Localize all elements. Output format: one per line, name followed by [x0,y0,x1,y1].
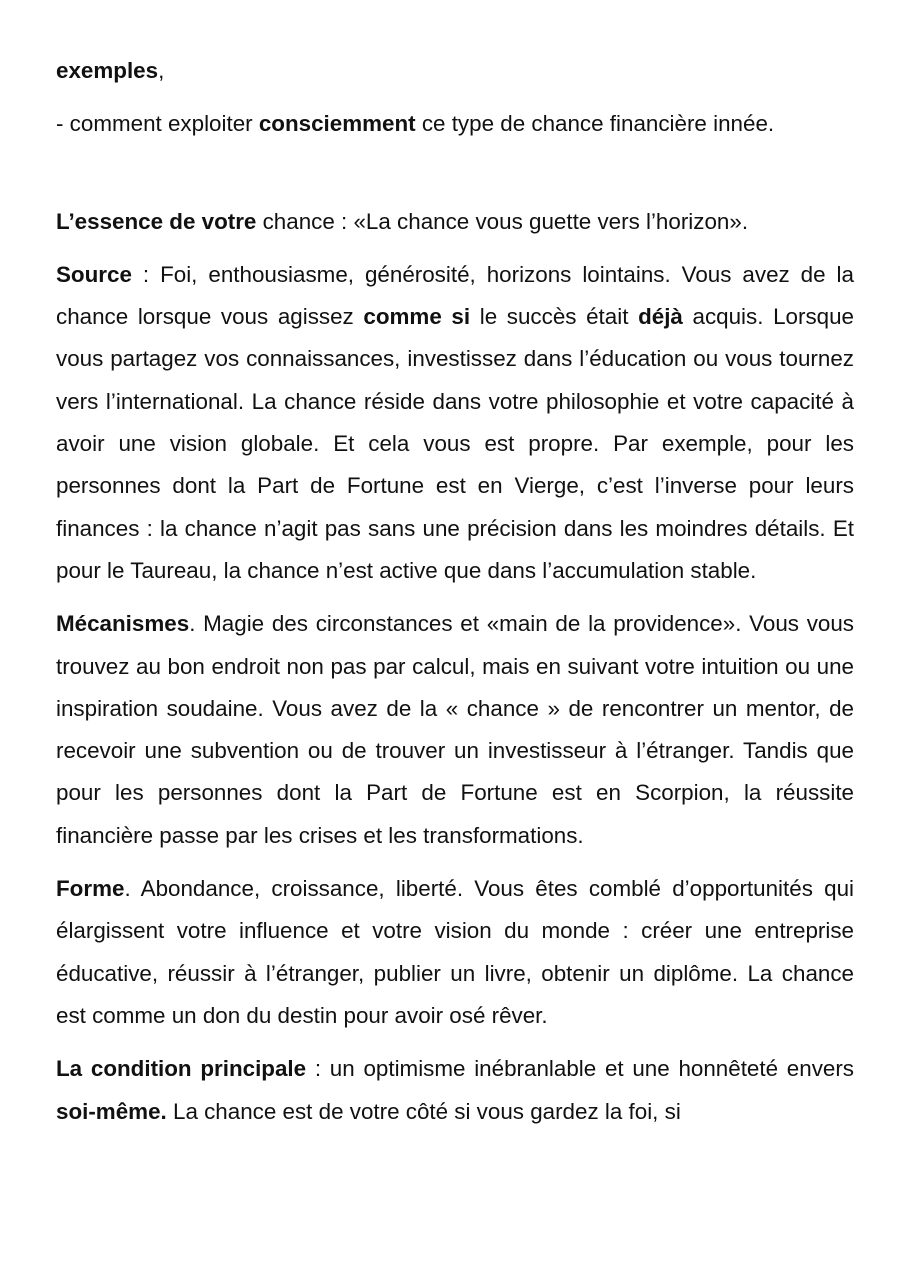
text-run: : Foi, enthousiasme, générosité, horizons lointains. Vous avez de la chance lorsque vous agissez [56,261,854,330]
bold-run: soi-même. [56,1098,167,1124]
paragraph-condition [56,1048,854,1133]
bold-run: exemples [56,58,159,83]
document-page [56,50,854,1133]
paragraph-forme [56,868,854,1037]
paragraph-mecanismes [56,603,854,857]
paragraph-intro-exploit [56,103,854,145]
bold-run: Source [56,261,132,287]
bold-run: consciemment [258,111,416,137]
bold-run: L’essence de votre [56,208,257,234]
bold-run: La condition principale [56,1056,307,1082]
bold-run: Mécanismes [56,611,190,637]
paragraph-essence [56,201,854,243]
text-run: - comment exploiter [56,111,259,137]
text-run: chance : «La chance vous guette vers l’horizon». [256,208,749,234]
bold-run: déjà [638,304,683,330]
text-run: le succès était [470,304,639,330]
paragraph-intro-examples [56,50,854,92]
text-run: ce type de chance financière innée. [415,111,775,137]
text-run: : un optimisme inébranlable et une honnêteté envers [306,1056,854,1082]
text-run: . Abondance, croissance, liberté. Vous êtes comblé d’opportunités qui élargissent votre influence et votre vision du monde : créer une entreprise éducative, réussir à l’étranger, publier un livre, obtenir un diplôme. La chance est comme un don du destin pour avoir osé rêver. [56,876,854,1028]
text-run: , [158,58,165,83]
text-run: acquis. Lorsque vous partagez vos connaissances, investissez dans l’éducation ou vous tournez vers l’international. La chance réside dans votre philosophie et votre capacité à avoir une vision globale. Et cela vous est propre. Par exemple, pour les personnes dont la Part de Fortune est en Vierge, c’est l’inverse pour leurs finances : la chance n’agit pas sans une précision dans les moindres détails. Et pour le Taureau, la chance n’est active que dans l’accumulation stable. [56,304,854,583]
text-run: . Magie des circonstances et «main de la providence». Vous vous trouvez au bon endroit non pas par calcul, mais en suivant votre intuition ou une inspiration soudaine. Vous avez de la « chance » de rencontrer un mentor, de recevoir une subvention ou de trouver un investisseur à l’étranger. Tandis que pour les personnes dont la Part de Fortune est en Scorpion, la réussite financière passe par les crises et les transformations. [56,611,854,848]
bold-run: comme si [363,304,471,330]
text-run: La chance est de votre côté si vous gardez la foi, si [166,1098,681,1124]
paragraph-source [56,254,854,592]
bold-run: Forme [56,876,125,902]
